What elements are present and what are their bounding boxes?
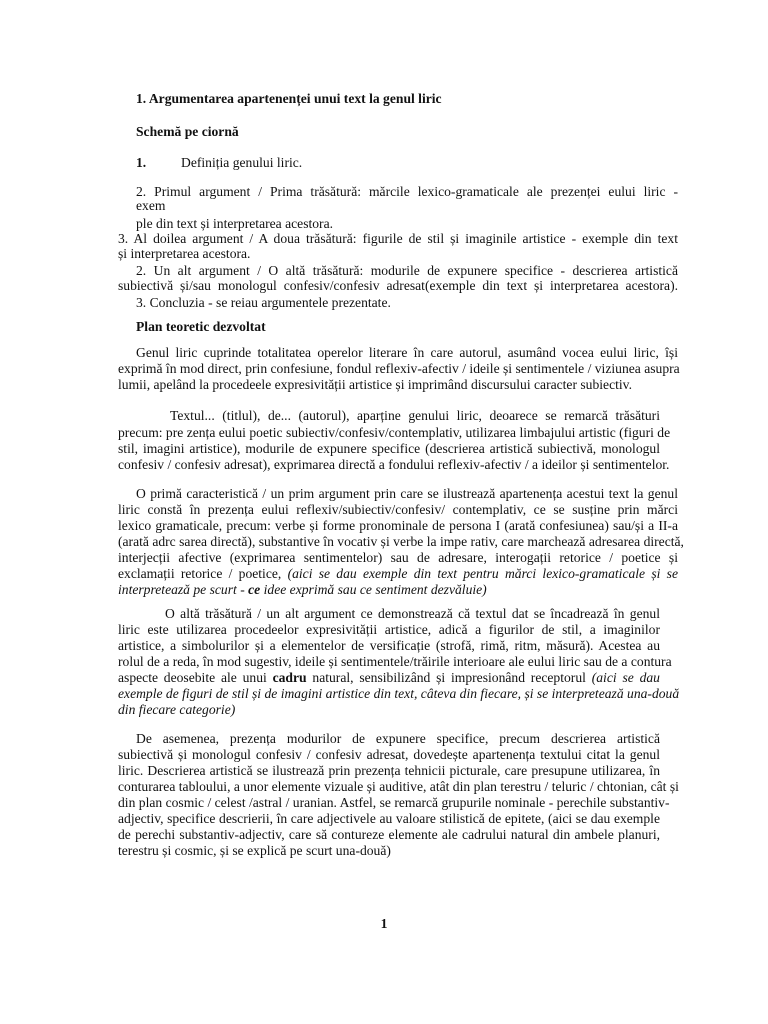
draft-heading: Schemă pe ciornă: [136, 124, 239, 139]
p3-line-6: [118, 566, 678, 582]
draft-item-3-line-1: 3. Al doilea argument / A doua trăsătură: figurile de stil și imaginile artistice - exemple din text: [118, 231, 678, 246]
p4-line-7: din fiecare categorie): [118, 702, 236, 717]
p3-line-6-italic: (aici se dau exemple din text pentru mărci lexico-gramaticale și se: [287, 566, 678, 581]
p4-line-3: artistice, a simbolurilor și a elementelor de versificație (strofă, rimă, ritm, măsură). Acestea au: [118, 638, 660, 653]
p3-line-7-italic: interpretează pe scurt -: [118, 582, 245, 597]
p2-line-4: confesiv / confesiv adresat), exprimarea directă a fondului reflexiv-afectiv / a ideilor și sentimentelor.: [118, 457, 670, 472]
p5-line-4: conturarea tabloului, a unor elemente vizuale și auditive, atât din plan terestru / teluric / chtonian, cât și: [118, 779, 679, 794]
p4-line-5-text-b: natural, sensibilizând și impresionând receptorul: [312, 670, 586, 685]
draft-item-2-line-1: 2. Primul argument / Prima trăsătură: mărcile lexico-gramaticale ale prezenței eului liric -: [136, 184, 678, 199]
p2-line-1: Textul... (titlul), de... (autorul), aparține genului liric, deoarece se remarcă trăsături: [170, 408, 660, 423]
p5-line-3: liric. Descrierea artistică se ilustrează prin prezența tehnicii picturale, care presupune utilizarea, în: [118, 763, 660, 778]
draft-item-1-number: 1.: [136, 155, 147, 170]
page-title: 1. Argumentarea apartenenței unui text la genul liric: [136, 91, 442, 106]
p3-line-6-plain: exclamații retorice / poetice,: [118, 566, 282, 581]
draft-item-2-line-3: ple din text și interpretarea acestora.: [136, 216, 334, 231]
p4-line-6: exemple de figuri de stil și de imagini artistice din text, câteva din fiecare, și se interpretează una-două: [118, 686, 680, 701]
p3-line-7-italic-2: idee exprimă sau ce sentiment dezvăluie): [263, 582, 487, 597]
p5-line-5: din plan cosmic / celest /astral / uranian. Astfel, se remarcă grupurile nominale - perechile substantiv-: [118, 795, 670, 810]
p2-line-2: precum: pre zența eului poetic subiectiv/confesiv/contemplativ, utilizarea limbajului artistic (figuri de: [118, 425, 671, 440]
draft-item-3-line-2: și interpretarea acestora.: [118, 246, 251, 261]
p4-line-4: rolul de a reda, în mod sugestiv, ideile și sentimentele/trăirile interioare ale eului liric sau de a contura: [118, 654, 672, 669]
p5-line-8: terestru și cosmic, și se explică pe scurt una-două): [118, 843, 391, 858]
p3-line-4: (arată adrc sarea directă), substantive în vocativ și verbe la impe rativ, care marchează adresarea directă,: [118, 534, 684, 549]
p3-line-7-bold: ce: [248, 582, 261, 597]
draft-item-4-line-1: 2. Un alt argument / O altă trăsătură: modurile de expunere specifice - descrierea artistică: [136, 263, 678, 278]
p5-line-1: De asemenea, prezența modurilor de expunere specifice, precum descrierea artistică: [136, 731, 660, 746]
p4-line-2: liric este utilizarea procedeelor expresivității artistice, adică a figurilor de stil, a imaginilor: [118, 622, 660, 637]
plan-heading: Plan teoretic dezvoltat: [136, 319, 266, 334]
p1-line-1: Genul liric cuprinde totalitatea operelor literare în care autorul, asumând vocea eului liric, își: [136, 345, 678, 360]
p4-line-5: [118, 670, 660, 686]
p5-line-2: subiectivă și monologul confesiv / confesiv adresat, dovedește apartenența textului citat la genul: [118, 747, 660, 762]
p4-line-5-italic: (aici se dau: [591, 670, 660, 685]
draft-item-4-line-2: subiectivă și/sau monologul confesiv/confesiv adresat(exemple din text și interpretarea acestora).: [118, 278, 678, 293]
p5-line-6: adjectiv, specifice descrierii, în care adjectivele au valoare stilistică de epitete, (aici se dau exemple: [118, 811, 660, 826]
p1-line-3: lumii, apelând la procedeele expresivității artistice și imprimând discursului caracter subiectiv.: [118, 377, 632, 392]
p3-line-5: interjecții afective (exprimarea sentimentelor) sau de adresare, interogații retorice / poetice și: [118, 550, 678, 565]
p4-line-5-bold: cadru: [272, 670, 307, 685]
p4-line-5-text-a: aspecte deosebite ale unui: [118, 670, 267, 685]
p3-line-2: liric constă în prezența eului reflexiv/subiectiv/confesiv/ contemplativ, ce se susține prin mărci: [118, 502, 678, 517]
draft-item-2-line-2: exem: [136, 198, 166, 213]
p5-line-7: de perechi substantiv-adjectiv, care să contureze elemente ale cadrului natural din ambele planuri,: [118, 827, 660, 842]
page-number: 1: [380, 916, 388, 931]
draft-item-1: [136, 155, 678, 171]
p4-line-1: O altă trăsătură / un alt argument ce demonstrează că textul dat se încadrează în genul: [165, 606, 660, 621]
p2-line-3: stil, imagini artistice), modurile de expunere specifice (descrierea artistică subiectivă, monologul: [118, 441, 660, 456]
draft-item-5: 3. Concluzia - se reiau argumentele prezentate.: [136, 295, 391, 310]
p3-line-3: lexico gramaticale, precum: verbe și forme pronominale de persona I (arată confesiunea) sau/și a II-a: [118, 518, 678, 533]
draft-item-1-text: Definiția genului liric.: [181, 155, 303, 170]
p3-line-7: [118, 582, 660, 598]
p1-line-2: exprimă în mod direct, prin confesiune, fondul reflexiv-afectiv / ideile și sentimentele / viziunea asupra: [118, 361, 680, 376]
p3-line-1: O primă caracteristică / un prim argument prin care se ilustrează apartenența acestui text la genul: [136, 486, 678, 501]
